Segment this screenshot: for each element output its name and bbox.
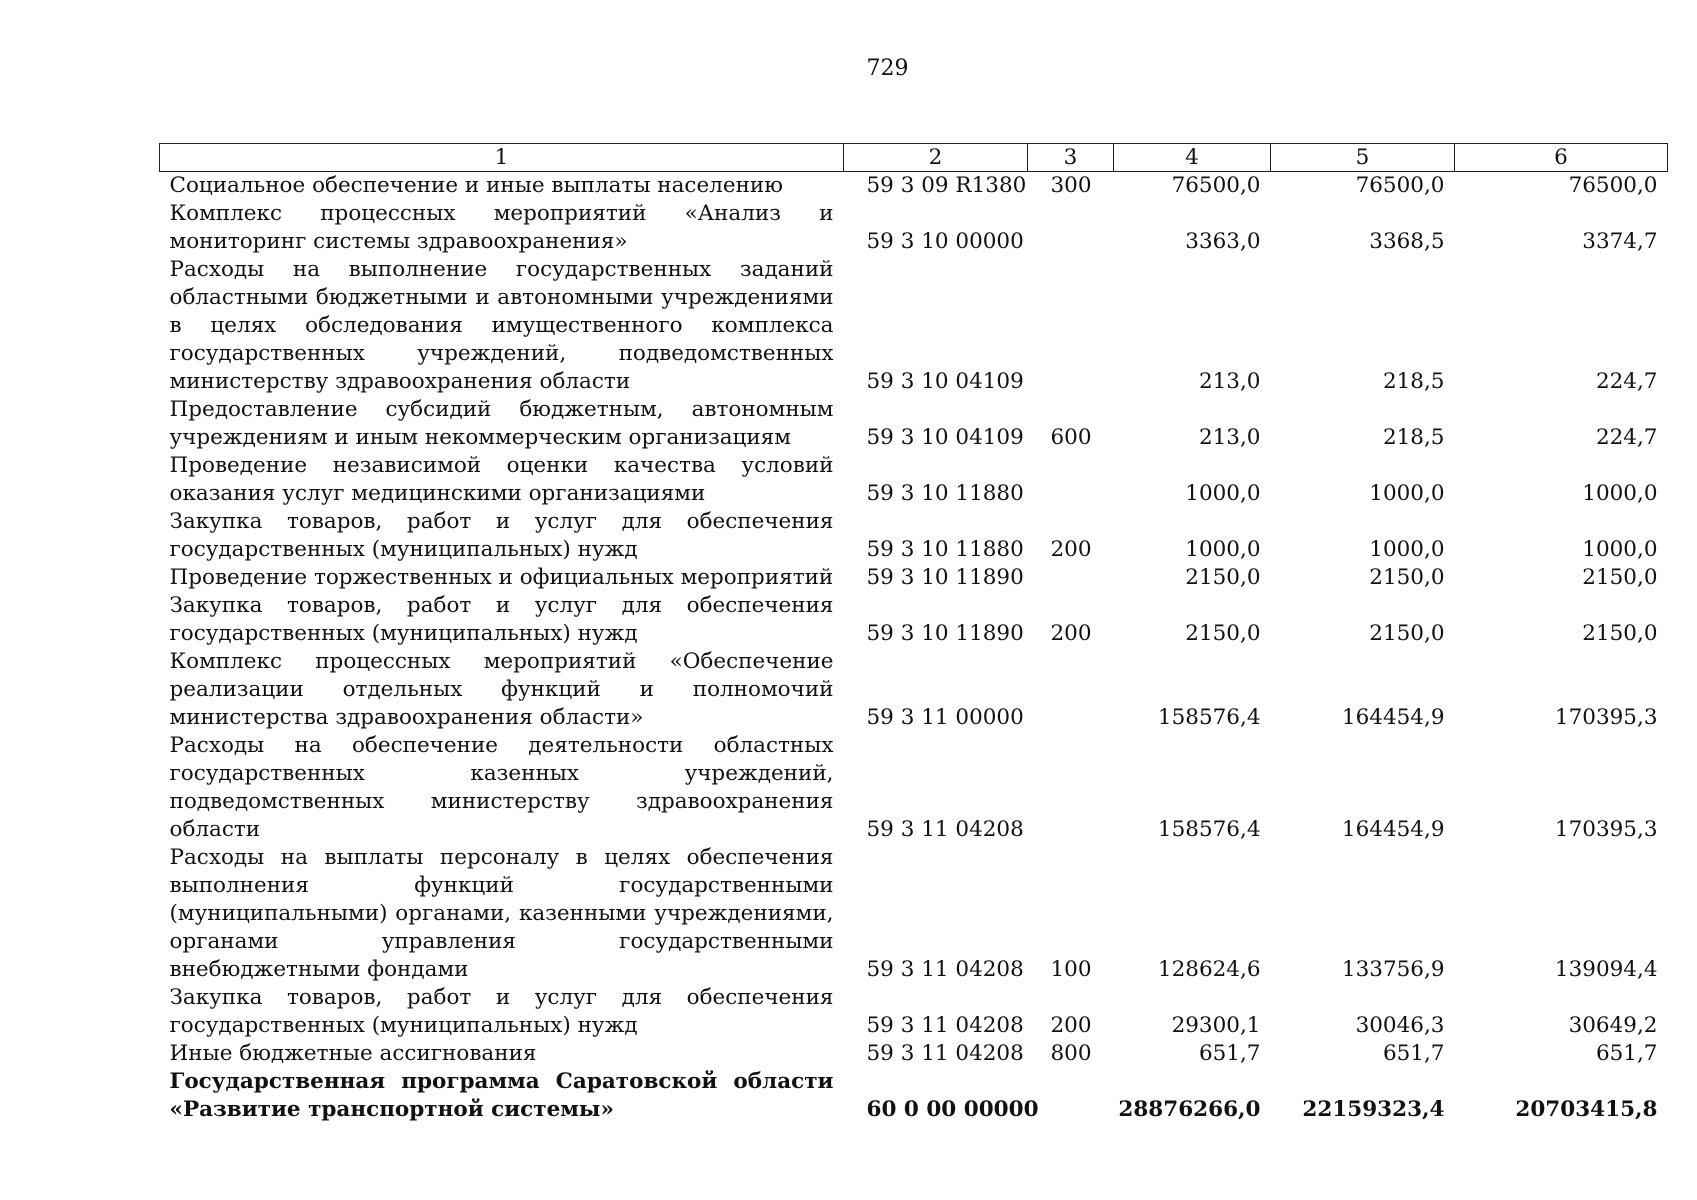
row-value-col4: 28876266,0 bbox=[1118, 1097, 1261, 1122]
row-value-col6: 3374,7 bbox=[1582, 229, 1658, 254]
row-name: Проведение независимой оценки качества условий оказания услуг медицинскими организациями bbox=[169, 453, 834, 506]
column-header-3: 3 bbox=[1028, 144, 1114, 172]
row-value-col4: 158576,4 bbox=[1157, 705, 1261, 730]
row-value-col4: 158576,4 bbox=[1157, 817, 1261, 842]
row-value-col6: 224,7 bbox=[1595, 369, 1658, 394]
row-name: Расходы на выполнение государственных заданий областными бюджетными и автономными учреждениями в целях обследования имущественного комплекса государственных учреждений, подведомственных министерству здравоохранения области bbox=[169, 257, 834, 394]
row-value-col6: 651,7 bbox=[1595, 1041, 1658, 1066]
table-row bbox=[160, 256, 1668, 396]
table-body bbox=[160, 172, 1668, 1125]
row-expense-type bbox=[1028, 1068, 1114, 1124]
row-value-col4: 651,7 bbox=[1198, 1041, 1261, 1066]
row-code: 59 3 11 04208 bbox=[866, 1041, 1024, 1066]
row-value-col5: 651,7 bbox=[1382, 1041, 1445, 1066]
row-value-col6: 170395,3 bbox=[1554, 817, 1658, 842]
row-code: 59 3 10 11890 bbox=[866, 621, 1024, 646]
header-row bbox=[160, 144, 1668, 172]
row-expense-type: 200 bbox=[1050, 621, 1092, 646]
row-value-col6: 139094,4 bbox=[1554, 957, 1658, 982]
row-expense-type bbox=[1028, 648, 1114, 732]
row-expense-type bbox=[1028, 452, 1114, 508]
row-value-col6: 2150,0 bbox=[1582, 565, 1658, 590]
row-code: 59 3 10 11890 bbox=[866, 565, 1024, 590]
row-code: 59 3 11 04208 bbox=[866, 1013, 1024, 1038]
row-value-col5: 22159323,4 bbox=[1302, 1097, 1445, 1122]
row-value-col4: 213,0 bbox=[1198, 425, 1261, 450]
column-header-5: 5 bbox=[1271, 144, 1455, 172]
row-name: Предоставление субсидий бюджетным, автономным учреждениям и иным некоммерческим организациям bbox=[169, 397, 834, 450]
row-value-col6: 170395,3 bbox=[1554, 705, 1658, 730]
row-value-col4: 3363,0 bbox=[1185, 229, 1261, 254]
table-row bbox=[160, 844, 1668, 984]
row-code: 59 3 10 11880 bbox=[866, 537, 1024, 562]
row-value-col6: 224,7 bbox=[1595, 425, 1658, 450]
row-expense-type bbox=[1028, 732, 1114, 844]
table-row-program-total bbox=[160, 1068, 1668, 1124]
row-value-col4: 76500,0 bbox=[1171, 173, 1261, 198]
row-code: 59 3 11 04208 bbox=[866, 957, 1024, 982]
row-name: Расходы на обеспечение деятельности областных государственных казенных учреждений, подведомственных министерству здравоохранения области bbox=[169, 733, 834, 842]
table-row bbox=[160, 1040, 1668, 1068]
column-header-2: 2 bbox=[844, 144, 1028, 172]
row-name: Комплекс процессных мероприятий «Анализ и мониторинг системы здравоохранения» bbox=[169, 201, 834, 254]
row-value-col6: 1000,0 bbox=[1582, 481, 1658, 506]
row-expense-type: 300 bbox=[1050, 173, 1092, 198]
row-name: Закупка товаров, работ и услуг для обеспечения государственных (муниципальных) нужд bbox=[169, 593, 834, 646]
row-expense-type bbox=[1028, 564, 1114, 592]
row-value-col4: 213,0 bbox=[1198, 369, 1261, 394]
row-value-col5: 218,5 bbox=[1382, 425, 1445, 450]
row-value-col4: 128624,6 bbox=[1157, 957, 1261, 982]
column-header-1: 1 bbox=[160, 144, 844, 172]
table-row bbox=[160, 984, 1668, 1040]
table-row bbox=[160, 648, 1668, 732]
row-code: 59 3 10 04109 bbox=[866, 369, 1024, 394]
row-name: Закупка товаров, работ и услуг для обеспечения государственных (муниципальных) нужд bbox=[169, 509, 834, 562]
row-value-col5: 218,5 bbox=[1382, 369, 1445, 394]
table-row bbox=[160, 200, 1668, 256]
table-row bbox=[160, 732, 1668, 844]
row-expense-type: 600 bbox=[1050, 425, 1092, 450]
row-value-col5: 2150,0 bbox=[1369, 621, 1445, 646]
row-name: Иные бюджетные ассигнования bbox=[169, 1041, 537, 1066]
row-name: Расходы на выплаты персоналу в целях обеспечения выполнения функций государственными (муниципальными) органами, казенными учреждениями, органами управления государственными внебюджетными фондами bbox=[169, 845, 834, 982]
row-value-col4: 2150,0 bbox=[1185, 621, 1261, 646]
row-value-col6: 76500,0 bbox=[1568, 173, 1658, 198]
row-name: Закупка товаров, работ и услуг для обеспечения государственных (муниципальных) нужд bbox=[169, 985, 834, 1038]
row-code: 59 3 10 11880 bbox=[866, 481, 1024, 506]
row-code: 59 3 10 04109 bbox=[866, 425, 1024, 450]
page-number: 729 bbox=[866, 56, 909, 81]
row-code: 59 3 11 00000 bbox=[866, 705, 1024, 730]
row-value-col5: 133756,9 bbox=[1341, 957, 1445, 982]
row-expense-type bbox=[1028, 200, 1114, 256]
row-value-col5: 30046,3 bbox=[1355, 1013, 1445, 1038]
table-row bbox=[160, 396, 1668, 452]
row-value-col5: 76500,0 bbox=[1355, 173, 1445, 198]
row-expense-type: 200 bbox=[1050, 1013, 1092, 1038]
table-row bbox=[160, 564, 1668, 592]
row-value-col5: 164454,9 bbox=[1341, 705, 1445, 730]
row-expense-type: 100 bbox=[1050, 957, 1092, 982]
table-row bbox=[160, 592, 1668, 648]
column-header-6: 6 bbox=[1455, 144, 1668, 172]
row-value-col5: 2150,0 bbox=[1369, 565, 1445, 590]
row-value-col5: 164454,9 bbox=[1341, 817, 1445, 842]
row-value-col6: 30649,2 bbox=[1568, 1013, 1658, 1038]
row-name: Социальное обеспечение и иные выплаты населению bbox=[169, 173, 783, 198]
column-header-4: 4 bbox=[1114, 144, 1271, 172]
row-name: Комплекс процессных мероприятий «Обеспечение реализации отдельных функций и полномочий министерства здравоохранения области» bbox=[169, 649, 834, 730]
row-code: 59 3 10 00000 bbox=[866, 229, 1024, 254]
row-code: 59 3 11 04208 bbox=[866, 817, 1024, 842]
row-value-col4: 1000,0 bbox=[1185, 537, 1261, 562]
row-value-col5: 1000,0 bbox=[1369, 481, 1445, 506]
row-expense-type: 800 bbox=[1050, 1041, 1092, 1066]
row-value-col4: 29300,1 bbox=[1171, 1013, 1261, 1038]
row-value-col5: 3368,5 bbox=[1369, 229, 1445, 254]
row-code: 60 0 00 00000 bbox=[866, 1097, 1039, 1122]
row-expense-type bbox=[1028, 256, 1114, 396]
row-value-col5: 1000,0 bbox=[1369, 537, 1445, 562]
table-row bbox=[160, 508, 1668, 564]
row-code: 59 3 09 R1380 bbox=[866, 173, 1027, 198]
row-value-col6: 1000,0 bbox=[1582, 537, 1658, 562]
row-value-col4: 1000,0 bbox=[1185, 481, 1261, 506]
row-value-col6: 20703415,8 bbox=[1515, 1097, 1658, 1122]
table-header bbox=[160, 144, 1668, 172]
row-value-col6: 2150,0 bbox=[1582, 621, 1658, 646]
table-row bbox=[160, 452, 1668, 508]
budget-table bbox=[159, 143, 1668, 1124]
row-name: Проведение торжественных и официальных мероприятий bbox=[169, 565, 834, 590]
row-name: Государственная программа Саратовской области «Развитие транспортной системы» bbox=[169, 1069, 834, 1122]
table-row bbox=[160, 172, 1668, 201]
row-expense-type: 200 bbox=[1050, 537, 1092, 562]
row-value-col4: 2150,0 bbox=[1185, 565, 1261, 590]
